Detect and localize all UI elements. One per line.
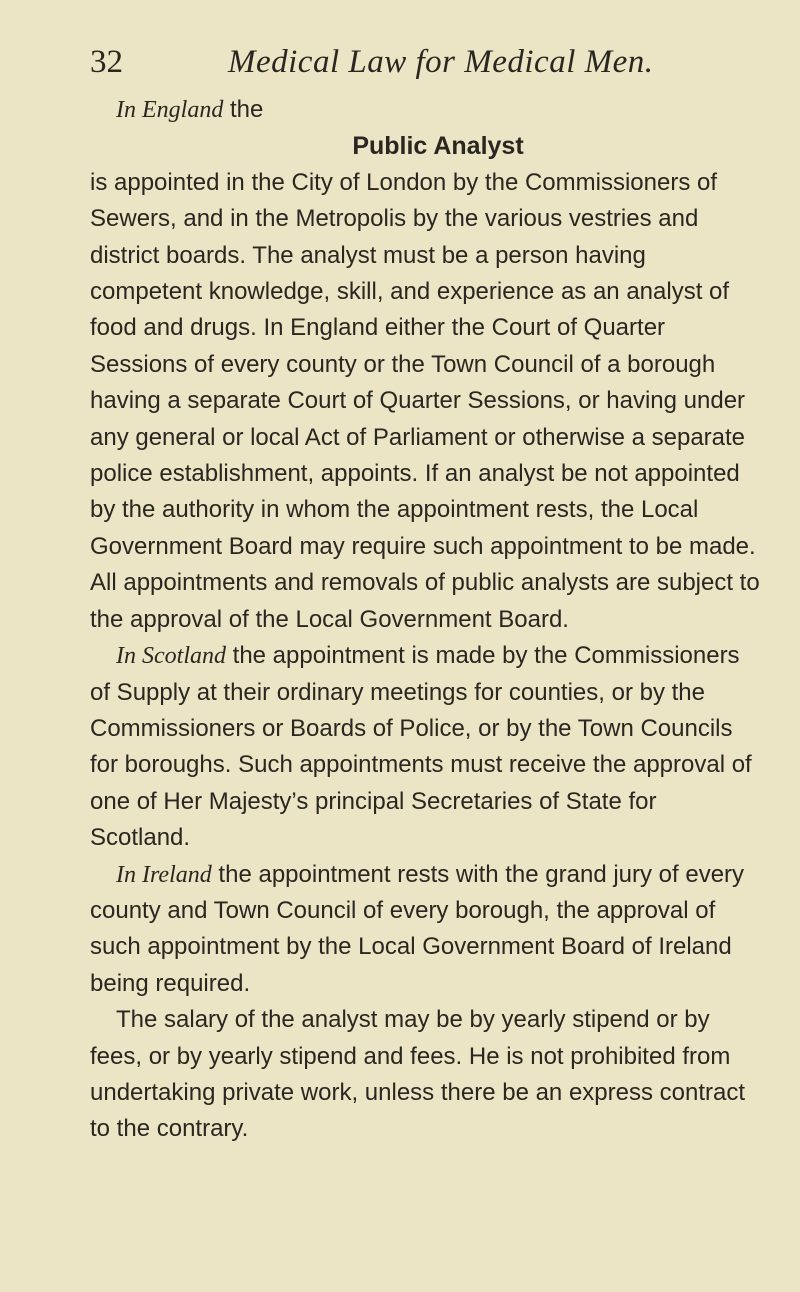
- running-head: Medical Law for Medical Men.: [228, 44, 654, 80]
- page-body: [90, 92, 760, 1148]
- ireland-paragraph: [90, 857, 760, 1003]
- england-intro-rest: the: [223, 96, 264, 123]
- england-intro-line: [90, 92, 760, 128]
- salary-paragraph: The salary of the analyst may be by yearly stipend or by fees, or by yearly stipend and fees. He is not prohibited from undertaking private work, unless there be an express contract to the contrary.: [90, 1006, 746, 1143]
- england-paragraph: is appointed in the City of London by the Commissioners of Sewers, and in the Metropolis by the various vestries and district boards. The analyst must be a person having competent knowledge, skill, and experience as an analyst of food and drugs. In England either the Court of Quarter Sessions of every county or the Town Council of a borough having a separate Court of Quarter Sessions, or having under any general or local Act of Parliament or otherwise a separate police establishment, appoints. If an analyst be not appointed by the authority in whom the appointment rests, the Local Government Board may require such appointment to be made. All appointments and removals of public analysts are subject to the approval of the Local Government Board.: [90, 168, 760, 633]
- section-heading: Public Analyst: [352, 132, 524, 161]
- scotland-italic: In Scotland: [116, 643, 226, 670]
- page-number: 32: [90, 44, 123, 80]
- ireland-italic: In Ireland: [116, 861, 212, 888]
- page-header: [90, 40, 750, 84]
- scotland-text: the appointment is made by the Commissioners of Supply at their ordinary meetings for counties, or by the Commissioners or Boards of Police, or by the Town Councils for boroughs. Such appointments must receive the approval of one of Her Majesty’s principal Secretaries of State for Scotland.: [90, 642, 752, 852]
- scotland-paragraph: [90, 638, 760, 856]
- ireland-text: the appointment rests with the grand jury of every county and Town Council of every borough, the approval of such appointment by the Local Government Board of Ireland being required.: [90, 860, 745, 997]
- england-intro-italic: In England: [116, 97, 224, 123]
